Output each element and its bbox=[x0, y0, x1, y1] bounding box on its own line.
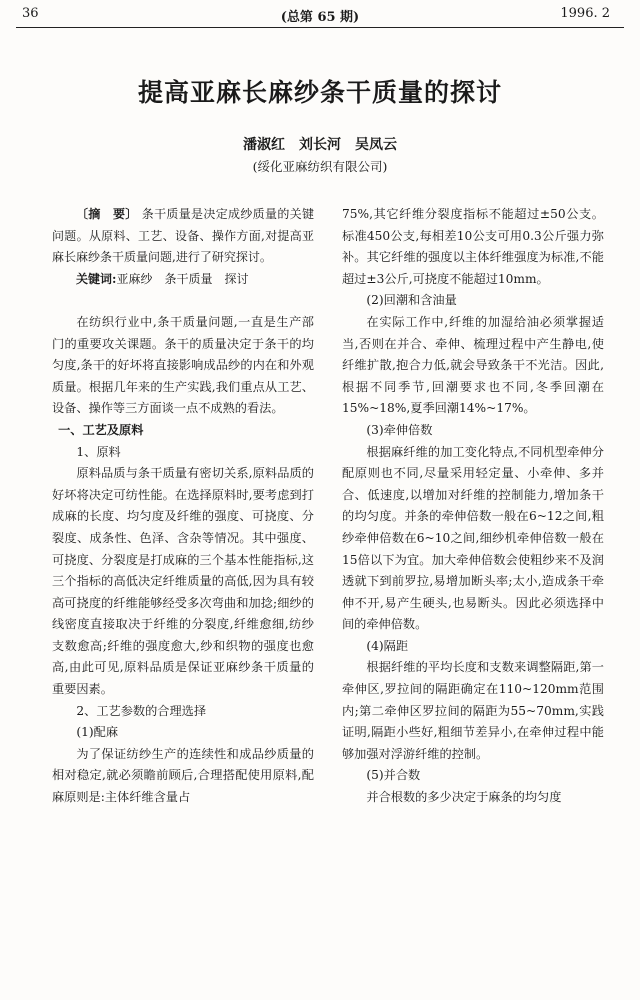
issue-date: 1996. 2 bbox=[560, 6, 610, 21]
subsection-heading: 1、原料 bbox=[76, 444, 121, 459]
author-affiliation: (绥化亚麻纺织有限公司) bbox=[252, 159, 388, 174]
subsection-heading: (2)回潮和含油量 bbox=[366, 293, 457, 308]
abstract-text: 条干质量是决定成纱质量的关键问题。从原料、工艺、设备、操作方面,对提高亚麻长麻纱条干质量问题,进行了研究探讨。 bbox=[52, 207, 314, 265]
keywords-label: 关键词: bbox=[76, 271, 117, 286]
body-paragraph: 根据麻纤维的加工变化特点,不同机型牵伸分配原则也不同,尽量采用轻定量、小牵伸、多并合、低速度,以增加对纤维的控制能力,增加条干的均匀度。并条的牵伸倍数一般在6~12之间,粗纱牵伸倍数在6~10之间,细纱机牵伸倍数一般在15倍以下为宜。加大牵伸倍数会使粗纱来不及润透就下到前罗拉,易增加断头率;太小,造成条干牵伸不开,易产生硬头,也易断头。因此必须选择中间的牵伸倍数。 bbox=[342, 444, 604, 632]
body-paragraph: 原料品质与条干质量有密切关系,原料品质的好坏将决定可纺性能。在选择原料时,要考虑到打成麻的长度、均匀度及纤维的强度、可挠度、分裂度、成条性、色泽、含杂等情况。其中强度、可挠度、分裂度是打成麻的三个基本性能指标,这三个指标的高低决定纤维质量的高低,因为具有较高可挠度的纤维能够经受多次弯曲和加捻;细纱的线密度直接取决于纤维的分裂度,纤维愈细,纺纱支数愈高;纤维的强度愈大,纱和织物的强度也愈高,由此可见,原料品质是保证亚麻纱条干质量的重要因素。 bbox=[52, 466, 314, 697]
page-number: 36 bbox=[22, 6, 39, 21]
spacer bbox=[52, 290, 314, 312]
running-header bbox=[0, 0, 640, 28]
body-paragraph: 在实际工作中,纤维的加湿给油必须掌握适当,否则在并合、牵伸、梳理过程中产生静电,使纤维扩散,抱合力低,就会导致条干不光洁。因此,根据不同季节,回潮要求也不同,冬季回潮在15%~18%,夏季回潮14%~17%。 bbox=[342, 314, 604, 416]
body-paragraph: 75%,其它纤维分裂度指标不能超过±50公支。标准450公支,每相差10公支可用0.3公斤强力弥补。其它纤维的强度以主体纤维强度为标准,不能超过±3公斤,可挠度不能超过10mm。 bbox=[342, 207, 604, 286]
subsection-heading: (5)并合数 bbox=[366, 768, 421, 783]
keywords-text: 亚麻纱 条干质量 探讨 bbox=[116, 271, 249, 286]
header-rule bbox=[16, 27, 624, 28]
right-column bbox=[342, 204, 604, 809]
article-authors: 潘淑红 刘长河 吴凤云 bbox=[243, 137, 397, 153]
intro-paragraph: 在纺织行业中,条干质量问题,一直是生产部门的重要攻关课题。条干的质量决定于条干的均匀度,条干的好坏将直接影响成品纱的内在和外观质量。根据几年来的生产实践,我们重点从工艺、设备、操作等三方面谈一点不成熟的看法。 bbox=[52, 314, 314, 416]
section-heading: 一、工艺及原料 bbox=[58, 422, 144, 437]
keywords bbox=[52, 269, 314, 291]
left-column bbox=[52, 204, 314, 809]
issue-number: (总第 65 期) bbox=[280, 10, 360, 25]
subsection-heading: (3)牵伸倍数 bbox=[366, 422, 433, 437]
body-paragraph: 为了保证纺纱生产的连续性和成品纱质量的相对稳定,就必须瞻前顾后,合理搭配使用原料,配麻原则是:主体纤维含量占 bbox=[52, 746, 314, 805]
subsection-heading: (1)配麻 bbox=[76, 725, 119, 740]
body-paragraph: 根据纤维的平均长度和支数来调整隔距,第一牵伸区,罗拉间的隔距确定在110~120mm范围内;第二牵伸区罗拉间的隔距为55~70mm,实践证明,隔距小些好,粗细节差异小,在牵伸过程中能够加强对浮游纤维的控制。 bbox=[342, 660, 604, 761]
abstract-label: 〔摘 要〕 bbox=[76, 207, 138, 221]
abstract bbox=[52, 204, 314, 269]
article-title: 提高亚麻长麻纱条干质量的探讨 bbox=[137, 78, 502, 107]
subsection-heading: (4)隔距 bbox=[366, 638, 409, 653]
subsection-heading: 2、工艺参数的合理选择 bbox=[76, 703, 207, 718]
body-paragraph: 并合根数的多少决定于麻条的均匀度 bbox=[366, 790, 562, 805]
